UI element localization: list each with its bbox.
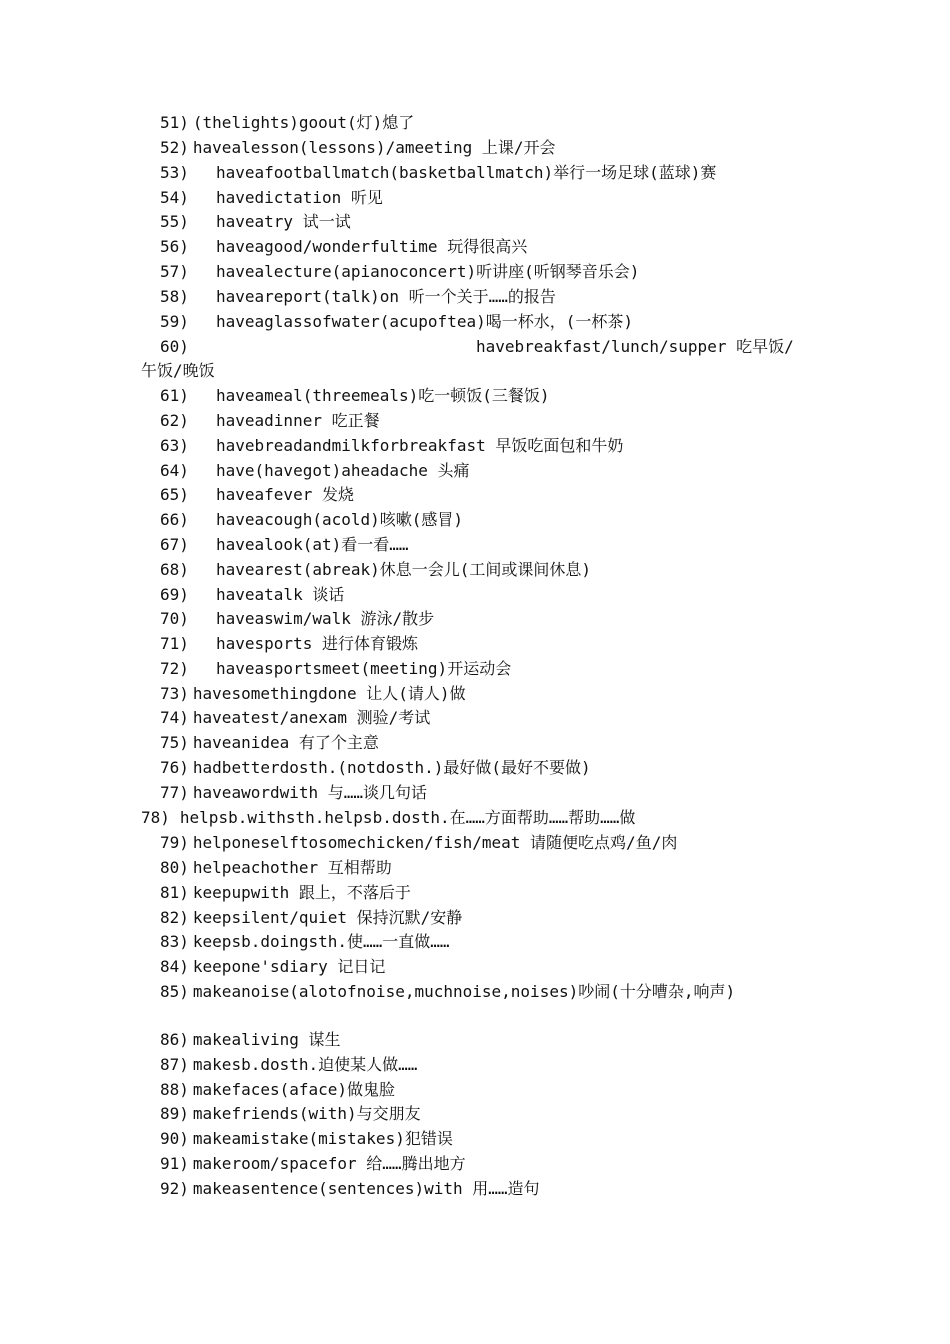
list-item: 60) havebreakfast/lunch/supper 吃早饭/ xyxy=(160,337,794,356)
list-item-continuation: 午饭/晚饭 xyxy=(141,361,215,380)
list-item: 51) (thelights)goout(灯)熄了 xyxy=(160,113,415,132)
list-item: 67) havealook(at)看一看…… xyxy=(160,535,409,554)
list-item: 74) haveatest/anexam 测验/考试 xyxy=(160,708,431,727)
list-item: 54) havedictation 听见 xyxy=(160,188,383,207)
list-item: 77) haveawordwith 与……谈几句话 xyxy=(160,783,428,802)
list-item: 89) makefriends(with)与交朋友 xyxy=(160,1104,421,1123)
list-item: 55) haveatry 试一试 xyxy=(160,212,351,231)
list-item: 80) helpeachother 互相帮助 xyxy=(160,858,392,877)
list-item: 66) haveacough(acold)咳嗽(感冒) xyxy=(160,510,464,529)
list-item: 92) makeasentence(sentences)with 用……造句 xyxy=(160,1179,540,1198)
list-item: 63) havebreadandmilkforbreakfast 早饭吃面包和牛奶 xyxy=(160,436,624,455)
list-item: 56) haveagood/wonderfultime 玩得很高兴 xyxy=(160,237,528,256)
list-item: 88) makefaces(aface)做鬼脸 xyxy=(160,1080,396,1099)
list-item: 73) havesomethingdone 让人(请人)做 xyxy=(160,684,466,703)
list-item: 68) havearest(abreak)休息一会儿(工间或课间休息) xyxy=(160,560,592,579)
list-item: 59) haveaglassofwater(acupoftea)喝一杯水，(一杯茶) xyxy=(160,312,633,331)
list-item: 64) have(havegot)aheadache 头痛 xyxy=(160,461,470,480)
list-item: 91) makeroom/spacefor 给……腾出地方 xyxy=(160,1154,466,1173)
list-item: 53) haveafootballmatch(basketballmatch)举行一场足球(蓝球)赛 xyxy=(160,163,717,182)
list-item: 81) keepupwith 跟上，不落后于 xyxy=(160,883,411,902)
list-item: 82) keepsilent/quiet 保持沉默/安静 xyxy=(160,908,463,927)
list-item: 52) havealesson(lessons)/ameeting 上课/开会 xyxy=(160,138,556,157)
list-item: 72) haveasportsmeet(meeting)开运动会 xyxy=(160,659,512,678)
list-item: 71) havesports 进行体育锻炼 xyxy=(160,634,418,653)
list-item: 75) haveanidea 有了个主意 xyxy=(160,733,379,752)
list-item: 58) haveareport(talk)on 听一个关于……的报告 xyxy=(160,287,556,306)
list-item: 79) helponeselftosomechicken/fish/meat 请随便吃点鸡/鱼/肉 xyxy=(160,833,678,852)
list-item: 78) helpsb.withsth.helpsb.dosth.在……方面帮助……帮助……做 xyxy=(141,808,636,827)
list-item: 65) haveafever 发烧 xyxy=(160,485,354,504)
list-item: 57) havealecture(apianoconcert)听讲座(听钢琴音乐会) xyxy=(160,262,640,281)
list-item: 70) haveaswim/walk 游泳/散步 xyxy=(160,609,435,628)
list-item: 61) haveameal(threemeals)吃一顿饭(三餐饭) xyxy=(160,386,550,405)
list-item: 86) makealiving 谋生 xyxy=(160,1030,341,1049)
list-item: 76) hadbetterdosth.(notdosth.)最好做(最好不要做) xyxy=(160,758,591,777)
list-item: 90) makeamistake(mistakes)犯错误 xyxy=(160,1129,453,1148)
list-item: 62) haveadinner 吃正餐 xyxy=(160,411,380,430)
list-item: 69) haveatalk 谈话 xyxy=(160,585,345,604)
list-item: 85) makeanoise(alotofnoise,muchnoise,noises)吵闹(十分嘈杂,响声) xyxy=(160,982,736,1001)
list-item: 87) makesb.dosth.迫使某人做…… xyxy=(160,1055,418,1074)
list-item: 83) keepsb.doingsth.使……一直做…… xyxy=(160,932,450,951)
list-item: 84) keepone'sdiary 记日记 xyxy=(160,957,386,976)
